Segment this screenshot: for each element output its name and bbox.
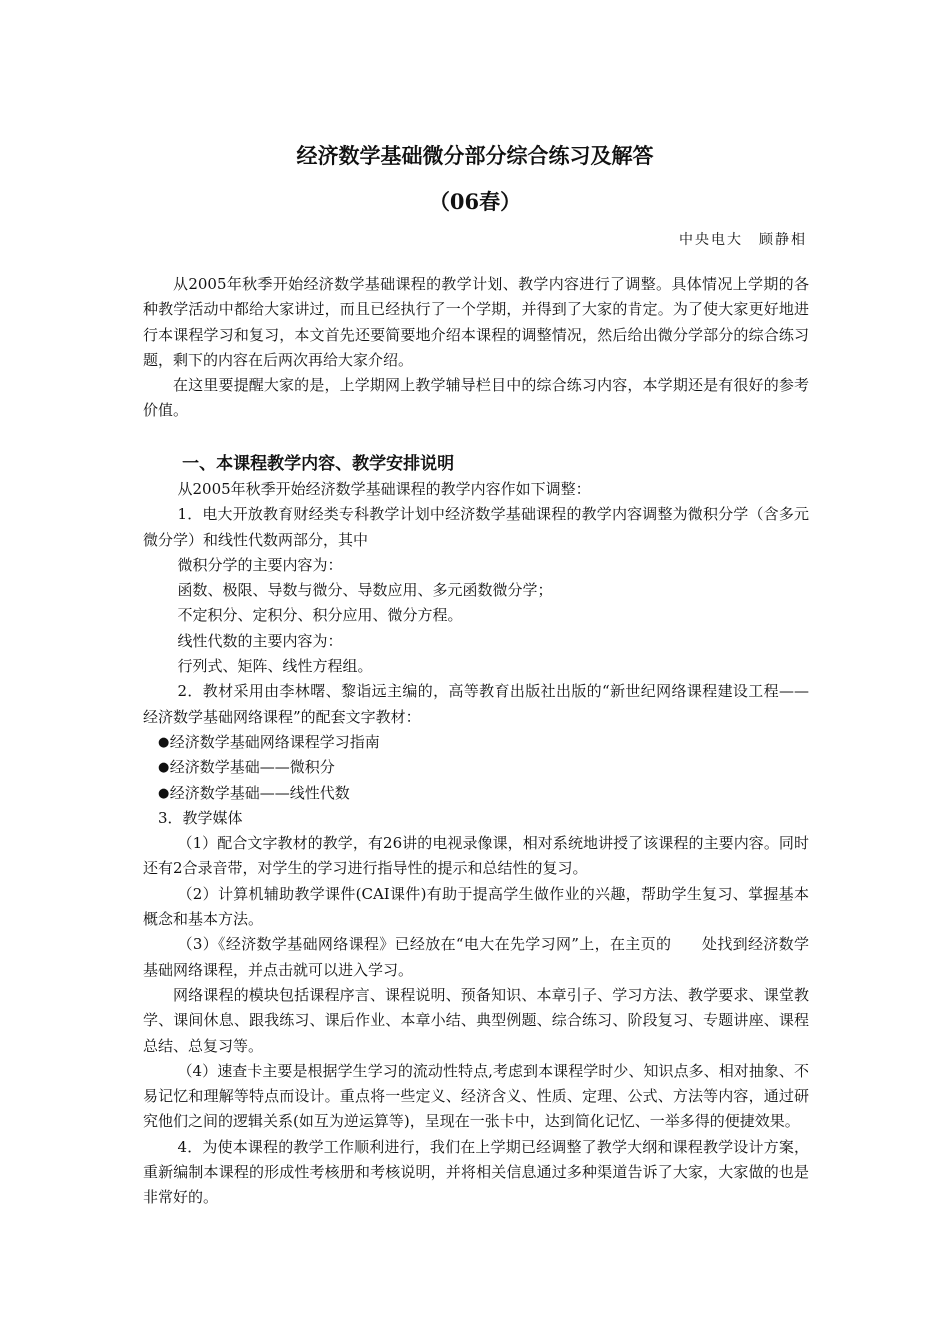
calculus-label: 微积分学的主要内容为： bbox=[177, 555, 343, 574]
intro-section bbox=[143, 272, 809, 424]
calculus-topics-1: 函数、极限、导数与微分、导数应用、多元函数微分学； bbox=[177, 581, 553, 600]
item-4-paragraph: 4．为使本课程的教学工作顺利进行，我们在上学期已经调整了教学大纲和课程教学设计方案，重新编制本课程的形成性考核册和考核说明，并将相关信息通过多种渠道告诉了大家，大家做的也是非常好的。 bbox=[143, 1137, 809, 1207]
item-2-paragraph: 2．教材采用由李林曙、黎诣远主编的，高等教育出版社出版的“新世纪网络课程建设工程——经济数学基础网络课程”的配套文字教材： bbox=[143, 682, 809, 726]
media-4-paragraph: （4）速查卡主要是根据学生学习的流动性特点,考虑到本课程学时少、知识点多、相对抽象、不易记忆和理解等特点而设计。重点将一些定义、经济含义、性质、定理、公式、方法等内容，通过研究他们之间的逻辑关系(如互为逆运算等)，呈现在一张卡中，达到简化记忆、一举多得的便捷效果。 bbox=[143, 1061, 809, 1131]
media-3-paragraph: （3）《经济数学基础网络课程》已经放在“电大在先学习网”上，在主页的 处找到经济数学基础网络课程，并点击就可以进入学习。 bbox=[143, 935, 809, 979]
document-subtitle: （06春） bbox=[428, 189, 522, 214]
bullet-text: 经济数学基础——微积分 bbox=[169, 758, 335, 777]
bullet-text: 经济数学基础——线性代数 bbox=[169, 783, 350, 802]
linear-topics: 行列式、矩阵、线性方程组。 bbox=[177, 657, 373, 676]
bullet-item bbox=[143, 730, 809, 755]
calculus-topics-2: 不定积分、定积分、积分应用、微分方程。 bbox=[177, 606, 463, 625]
item-1-paragraph: 1．电大开放教育财经类专科教学计划中经济数学基础课程的教学内容调整为微积分学（含多元微分学）和线性代数两部分，其中 bbox=[143, 505, 809, 549]
section-heading: 一、本课程教学内容、教学安排说明 bbox=[182, 454, 455, 474]
document-title: 经济数学基础微分部分综合练习及解答 bbox=[296, 143, 654, 168]
linear-label: 线性代数的主要内容为： bbox=[177, 631, 343, 650]
intro-paragraph: 在这里要提醒大家的是，上学期网上教学辅导栏目中的综合练习内容，本学期还是有很好的参考价值。 bbox=[143, 376, 809, 420]
bullet-item bbox=[143, 781, 809, 806]
bullet-text: 经济数学基础网络课程学习指南 bbox=[169, 732, 380, 751]
bullet-item bbox=[143, 755, 809, 780]
section-intro: 从2005年秋季开始经济数学基础课程的教学内容作如下调整： bbox=[177, 480, 591, 498]
media-3-modules-paragraph: 网络课程的模块包括课程序言、课程说明、预备知识、本章引子、学习方法、教学要求、课堂教学、课间休息、跟我练习、课后作业、本章小结、典型例题、综合练习、阶段复习、专题讲座、课程总结、总复习等。 bbox=[143, 985, 809, 1055]
item-3-heading: 3．教学媒体 bbox=[158, 808, 243, 827]
media-2-paragraph: （2）计算机辅助教学课件(CAI课件)有助于提高学生做作业的兴趣，帮助学生复习、掌握基本概念和基本方法。 bbox=[143, 884, 809, 929]
bullet-dot-icon: ● bbox=[158, 734, 170, 750]
media-1-paragraph: （1）配合文字教材的教学，有26讲的电视录像课，相对系统地讲授了该课程的主要内容。同时还有2合录音带，对学生的学习进行指导性的提示和总结性的复习。 bbox=[143, 834, 809, 878]
author-line: 中央电大 顾静相 bbox=[679, 232, 807, 248]
bullet-dot-icon: ● bbox=[158, 760, 170, 776]
section-course-content bbox=[143, 448, 809, 1211]
intro-paragraph: 从2005年秋季开始经济数学基础课程的教学计划、教学内容进行了调整。具体情况上学期的各种教学活动中都给大家讲过，而且已经执行了一个学期，并得到了大家的肯定。为了使大家更好地进行本课程学习和复习，本文首先还要简要地介绍本课程的调整情况，然后给出微分学部分的综合练习题，剩下的内容在后两次再给大家介绍。 bbox=[143, 275, 809, 369]
bullet-dot-icon: ● bbox=[158, 785, 170, 801]
